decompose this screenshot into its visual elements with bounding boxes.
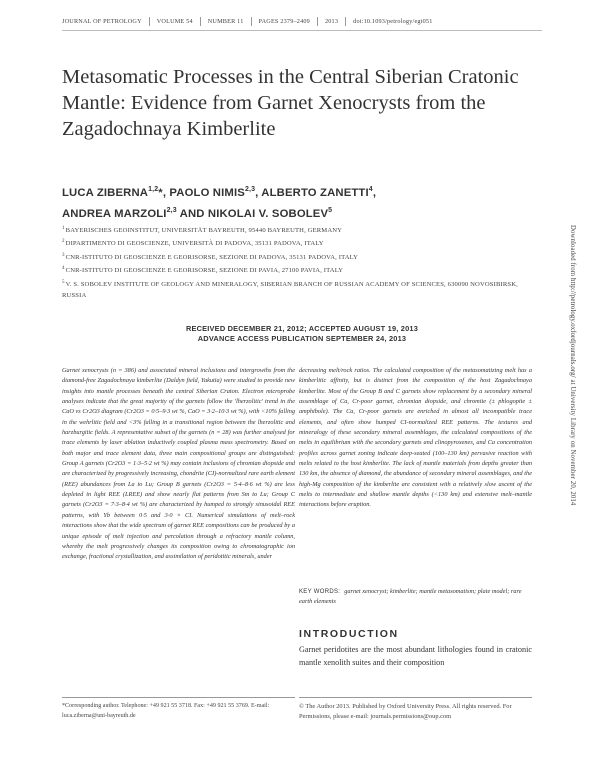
- page-range: PAGES 2379–2409: [258, 17, 310, 25]
- header-divider: [345, 17, 346, 26]
- journal-name: JOURNAL OF PETROLOGY: [62, 17, 142, 25]
- affiliation: [62, 236, 542, 249]
- author-name: AND NIKOLAI V. SOBOLEV: [176, 207, 329, 220]
- affiliation-text: DIPARTIMENTO DI GEOSCIENZE, UNIVERSITÀ DI PADOVA, 35131 PADOVA, ITALY: [65, 240, 324, 248]
- keywords-label: KEY WORDS:: [299, 589, 341, 595]
- corresponding-author-footnote: *Corresponding author. Telephone: +49 921 55 3718. Fax: +49 921 55 3769. E-mail: luca.ziberna@uni-bayreuth.de: [62, 703, 270, 719]
- doi: doi:10.1093/petrology/egt051: [353, 17, 433, 25]
- author-affil-sup: 2,3: [166, 206, 177, 214]
- header-divider: [149, 17, 150, 26]
- author-separator: ,: [372, 186, 377, 199]
- affiliation-number: 1: [62, 226, 65, 231]
- download-watermark: [562, 225, 576, 585]
- affiliation-text: CNR-ISTITUTO DI GEOSCIENZE E GEORISORSE, SEZIONE DI PADOVA, 35131 PADOVA, ITALY: [65, 253, 359, 261]
- article-title: Metasomatic Processes in the Central Siberian Cratonic Mantle: Evidence from Garnet Xenocrysts from the Zagadochnaya Kimberlite: [62, 66, 519, 140]
- publication-history: [62, 324, 542, 344]
- author-name: LUCA ZIBERNA: [62, 186, 149, 199]
- affiliation: [62, 263, 542, 276]
- affiliation: [62, 277, 542, 302]
- keywords: [299, 587, 532, 608]
- affiliation-list: [62, 223, 542, 301]
- copyright-rule: [299, 697, 532, 698]
- author-name: ALBERTO ZANETTI: [258, 186, 369, 199]
- affiliation-number: 5: [62, 279, 65, 285]
- affiliation-number: 4: [62, 266, 65, 272]
- volume: VOLUME 54: [156, 17, 193, 25]
- watermark-link[interactable]: http://petrology.oxfordjournals.org/: [569, 277, 576, 378]
- watermark-prefix: Downloaded from: [569, 225, 576, 278]
- section-heading-introduction: INTRODUCTION: [299, 628, 399, 640]
- header-divider: [200, 17, 201, 26]
- received-accepted-dates: RECEIVED DECEMBER 21, 2012; ACCEPTED AUGUST 19, 2013: [185, 324, 419, 333]
- affiliation-text: BAYERISCHES GEOINSTITUT, UNIVERSITÄT BAYREUTH, 95440 BAYREUTH, GERMANY: [65, 227, 343, 235]
- copyright-notice: © The Author 2013. Published by Oxford University Press. All rights reserved. For Permissions, please e-mail: journals.permissions@oup.com: [299, 703, 512, 720]
- corresponding-mark: *,: [158, 186, 167, 199]
- keywords-text: garnet xenocryst; kimberlite; mantle metasomatism; plate model; rare earth elements: [299, 588, 522, 606]
- advance-access-date: ADVANCE ACCESS PUBLICATION SEPTEMBER 24, 2013: [197, 334, 407, 343]
- introduction-text: Garnet peridotites are the most abundant lithologies found in cratonic mantle xenolith suites and their composition: [299, 645, 532, 667]
- abstract-left-column: Garnet xenocrysts (n = 386) and associated mineral inclusions and intergrowths from the diamond-free Zagadochnaya kimberlite (Daldyn field, Yakutia) were studied to provide new insights into mantle processes beneath the central Siberian Craton. Electron microprobe analyses indicate that the great majority of the garnets follow the 'lherzolitic' trend in the CaO vs Cr2O3 diagram (Cr2O3 = 0·5–9·3 wt %, CaO = 3·2–10·3 wt %), with <10% falling in the wehrlitic field and <3% falling in a transitional region between the lherzolitic and harzburgitic fields. A representative subset of the garnets (n = 28) was further analysed for trace elements by laser ablation inductively coupled plasma mass spectrometry. Based on both major and trace element data, three main compositional groups are distinguished: Group A garnets (Cr2O3 = 1·3–5·2 wt %) may contain inclusions of chromian diopside and are characterized by progressively increasing, chondrite (CI)-normalized rare earth element (REE) abundances from La to Lu; Group B garnets (Cr2O3 = 5·4–8·6 wt %) are less depleted in light REE (LREE) and show nearly flat patterns from Sm to Lu; Group C garnets (Cr2O3 = 7·3–8·4 wt %) are characterized by humped to strongly sinusoidal REE patterns, with Yb between 0·5 and 3·0 × CI. Numerical simulations of melt–rock interactions show that the wide spectrum of garnet REE compositions can be produced by a unique episode of melt injection and percolation through a refractory mantle column, whereby the melt progressively changes its composition owing to chromatographic ion exchange, fractional crystallization, and assimilation of peridotitic minerals, under: [62, 367, 295, 561]
- affiliation-number: 3: [62, 252, 65, 258]
- author-name: ANDREA MARZOLI: [62, 207, 167, 220]
- affiliation-number: 2: [62, 239, 65, 245]
- watermark-suffix: at University Library on November 20, 2014: [569, 377, 576, 506]
- author-affil-sup: 2,3: [244, 186, 256, 193]
- author-name: PAOLO NIMIS: [166, 186, 245, 199]
- affiliation-text: V. S. SOBOLEV INSTITUTE OF GEOLOGY AND MINERALOGY, SIBERIAN BRANCH OF RUSSIAN ACADEMY OF SCIENCES, 630090 NOVOSIBIRSK, RUSSIA: [62, 280, 518, 299]
- abstract-right-column: decreasing melt/rock ratios. The calculated composition of the metasomatizing melt has a kimberlitic affinity, but is distinct from the composition of the host Zagadochnaya kimberlite. Most of the Group B and C garnets show replacement by a secondary mineral assemblage of Ca, Cr-poor garnet, chromian diopside, and chromite (± phlogopite ± amphibole). The Ca, Cr-poor garnets are enriched in almost all incompatible trace elements, and often show humped CI-normalized REE patterns. The textures and mineralogy of these secondary mineral assemblages, the calculated compositions of the melts in equilibrium with the secondary garnets and clinopyroxenes, and Ca concentration profiles across garnet zoning indicate deep-seated (100–130 km) pervasive reaction with melts related to the host kimberlite. The lack of mantle materials from depths greater than 130 km, the absence of diamond, the abundance of secondary mineral assemblages, and the high-Mg composition of the kimberlite are consistent with a relatively slow ascent of the melts to intermediate and shallow mantle depths (<130 km) and extensive melt–mantle interactions before eruption.: [299, 367, 532, 509]
- issue-number: NUMBER 11: [207, 17, 244, 25]
- author-affil-sup: 4: [368, 186, 373, 193]
- header-divider: [251, 17, 252, 26]
- header-rule: [62, 30, 542, 31]
- affiliation-text: CNR-ISTITUTO DI GEOSCIENZE E GEORISORSE, SEZIONE DI PAVIA, 27100 PAVIA, ITALY: [65, 267, 344, 275]
- affiliation: [62, 223, 542, 236]
- author-list: [62, 181, 542, 223]
- author-separator: ,: [255, 186, 259, 199]
- header-divider: [317, 17, 318, 26]
- affiliation: [62, 250, 542, 263]
- running-header: [62, 14, 542, 28]
- year: 2013: [324, 17, 339, 25]
- footnote-rule: [62, 697, 295, 698]
- author-affil-sup: 5: [328, 206, 333, 214]
- author-affil-sup: 1,2: [148, 186, 159, 193]
